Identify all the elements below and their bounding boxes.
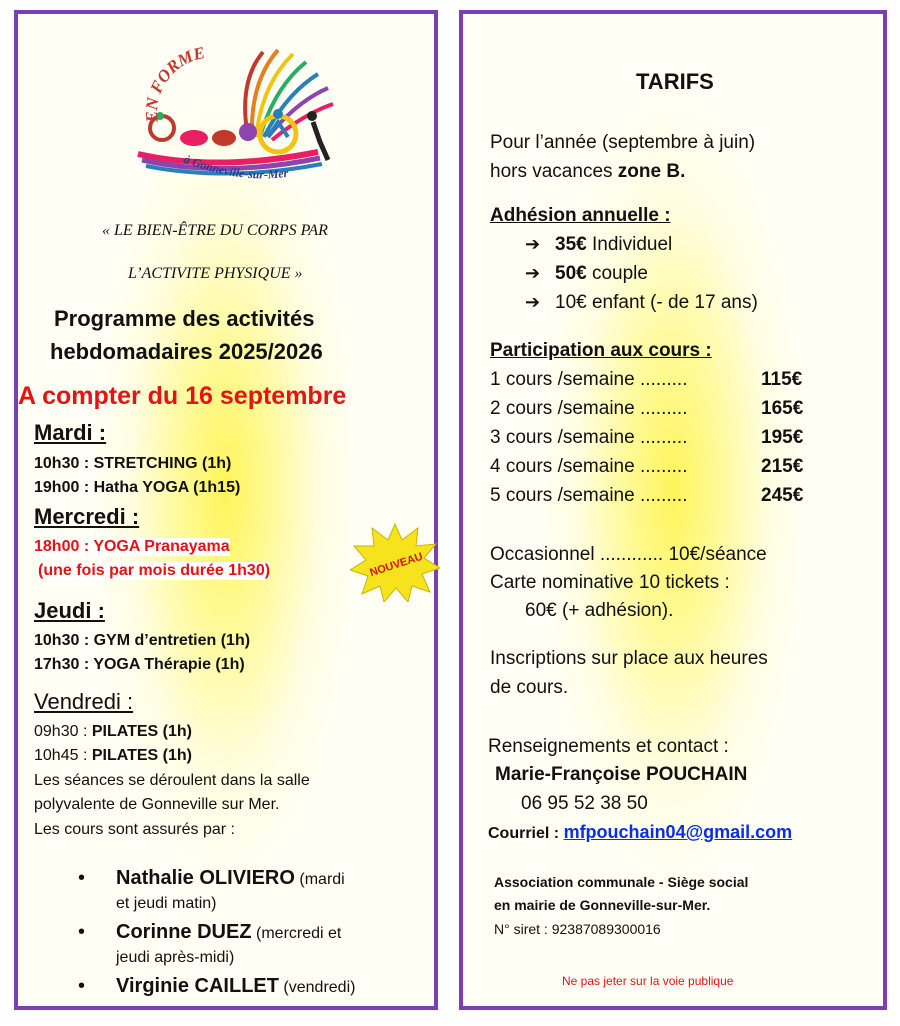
teachers-list [78, 866, 418, 1004]
tarifs-title: TARIFS [636, 69, 714, 94]
schedule-row: 10h30 : GYM d’entretien (1h) [34, 632, 251, 649]
adhesion-label: Individuel [586, 234, 673, 255]
schedule-row: 09h30 : PILATES (1h) [34, 723, 192, 740]
email-link[interactable]: mfpouchain04@gmail.com [563, 822, 793, 842]
day-heading-mardi: Mardi : [34, 420, 107, 445]
schedule-activity: YOGA Thérapie (1h) [93, 656, 245, 673]
location-line-2: polyvalente de Gonneville sur Mer. [34, 796, 280, 813]
schedule-activity: PILATES (1h) [91, 747, 192, 764]
inscriptions-line-2: de cours. [490, 677, 569, 698]
adhesion-label: couple [586, 263, 648, 284]
rainbow-rays [245, 50, 333, 140]
adhesion-title: Adhésion annuelle : [490, 205, 671, 226]
nouveau-label: NOUVEAU [368, 550, 425, 580]
schedule-activity: GYM d’entretien (1h) [93, 632, 251, 649]
teacher-detail: jeudi après-midi) [116, 949, 235, 966]
schedule-time: 19h00 [34, 479, 80, 496]
day-heading-jeudi: Jeudi : [34, 598, 105, 623]
schedule-time: 10h30 [34, 632, 80, 649]
footer-note: Ne pas jeter sur la voie publique [562, 974, 734, 988]
adhesion-row [525, 292, 758, 314]
bullet-icon: • [78, 975, 86, 997]
nouveau-starburst-badge [350, 522, 440, 602]
teachers-intro: Les cours sont assurés par : [34, 821, 235, 838]
schedule-time: 10h30 [34, 455, 80, 472]
logo-bottom-text: à Gonneville-sur-Mer [181, 151, 289, 182]
participation-label: 1 cours /semaine ......... [490, 369, 688, 390]
teacher-detail: et jeudi matin) [116, 895, 217, 912]
teacher-detail: (vendredi) [278, 979, 356, 996]
asso-line-1: Association communale - Siège social [494, 874, 749, 890]
adhesion-price: 35€ [555, 234, 587, 255]
inscriptions-line-1: Inscriptions sur place aux heures [490, 648, 768, 669]
logo-top-text: EN FORME [141, 43, 207, 124]
teacher-name: Virginie CAILLET [116, 975, 279, 997]
bullet-icon: • [78, 867, 86, 889]
arrow-right-icon: ➔ [525, 292, 541, 312]
participation-row [490, 456, 830, 478]
period-text: hors vacances [490, 161, 618, 182]
bullet-icon: • [78, 921, 86, 943]
en-forme-logo [128, 42, 343, 202]
svg-text:EN FORME [142, 43, 207, 124]
adhesion-label: enfant (- de 17 ans) [586, 292, 758, 313]
slogan-line-2: L’ACTIVITE PHYSIQUE » [128, 265, 303, 282]
contact-phone: 06 95 52 38 50 [521, 793, 648, 814]
teacher-detail: (mardi [294, 871, 345, 888]
period-line-1: Pour l’année (septembre à juin) [490, 132, 756, 153]
schedule-activity: STRETCHING (1h) [93, 455, 232, 472]
schedule-time: 18h00 [34, 538, 80, 555]
start-date-banner: A compter du 16 septembre [18, 382, 347, 410]
siret-line: N° siret : 92387089300016 [494, 921, 661, 937]
teacher-detail: (mercredi et [251, 925, 342, 942]
schedule-activity: PILATES (1h) [91, 723, 192, 740]
participation-price: 165€ [761, 398, 804, 419]
programme-title-line-2: hebdomadaires 2025/2026 [50, 339, 323, 364]
tarifs-panel [459, 10, 887, 1010]
location-line-1: Les séances se déroulent dans la salle [34, 772, 310, 789]
day-heading-vendredi: Vendredi : [34, 689, 134, 714]
schedule-row: 17h30 : YOGA Thérapie (1h) [34, 656, 245, 673]
participation-price: 215€ [761, 456, 804, 477]
schedule-row: 10h30 : STRETCHING (1h) [34, 455, 232, 472]
participation-label: 3 cours /semaine ......... [490, 427, 688, 448]
participation-label: 4 cours /semaine ......... [490, 456, 688, 477]
participation-price: 195€ [761, 427, 804, 448]
participation-row [490, 485, 830, 507]
schedule-row: 19h00 : Hatha YOGA (1h15) [34, 479, 241, 496]
list-item [78, 920, 418, 970]
period-line-2 [490, 161, 685, 183]
occasionnel-line: Occasionnel ............ 10€/séance [490, 544, 767, 565]
asso-line-2: en mairie de Gonneville-sur-Mer. [494, 897, 711, 913]
contact-title: Renseignements et contact : [488, 736, 729, 757]
schedule-time: 17h30 [34, 656, 80, 673]
carte-line-1: Carte nominative 10 tickets : [490, 572, 730, 593]
schedule-row: 18h00 : YOGA Pranayama [34, 538, 230, 555]
period-zone: zone B. [617, 161, 686, 182]
arrow-right-icon: ➔ [525, 234, 541, 254]
schedule-activity: YOGA Pranayama [93, 538, 230, 555]
schedule-time: 10h45 [34, 747, 79, 764]
participation-title: Participation aux cours : [490, 340, 712, 361]
carte-line-2: 60€ (+ adhésion). [525, 600, 674, 621]
participation-row [490, 369, 830, 391]
participation-row [490, 398, 830, 420]
courriel-line [488, 822, 792, 843]
list-item [78, 974, 418, 1000]
arrow-right-icon: ➔ [525, 263, 541, 283]
adhesion-price: 10€ [555, 292, 587, 313]
list-item [78, 866, 418, 916]
mercredi-note: (une fois par mois durée 1h30) [38, 562, 271, 579]
contact-name: Marie-Françoise POUCHAIN [495, 764, 748, 785]
teacher-name: Nathalie OLIVIERO [116, 867, 295, 889]
day-heading-mercredi: Mercredi : [34, 504, 140, 529]
schedule-activity: Hatha YOGA (1h15) [93, 479, 241, 496]
participation-row [490, 427, 830, 449]
participation-label: 5 cours /semaine ......... [490, 485, 688, 506]
participation-price: 115€ [761, 369, 803, 390]
courriel-label: Courriel : [488, 825, 564, 842]
activities-panel [14, 10, 438, 1010]
schedule-row: 10h45 : PILATES (1h) [34, 747, 192, 764]
adhesion-price: 50€ [555, 263, 587, 284]
participation-price: 245€ [761, 485, 804, 506]
teacher-name: Corinne DUEZ [116, 921, 252, 943]
adhesion-row [525, 234, 672, 256]
slogan-line-1: « LE BIEN-ÊTRE DU CORPS PAR [102, 222, 328, 239]
schedule-time: 09h30 [34, 723, 79, 740]
participation-label: 2 cours /semaine ......... [490, 398, 688, 419]
programme-title-line-1: Programme des activités [54, 306, 315, 331]
adhesion-row [525, 263, 648, 285]
